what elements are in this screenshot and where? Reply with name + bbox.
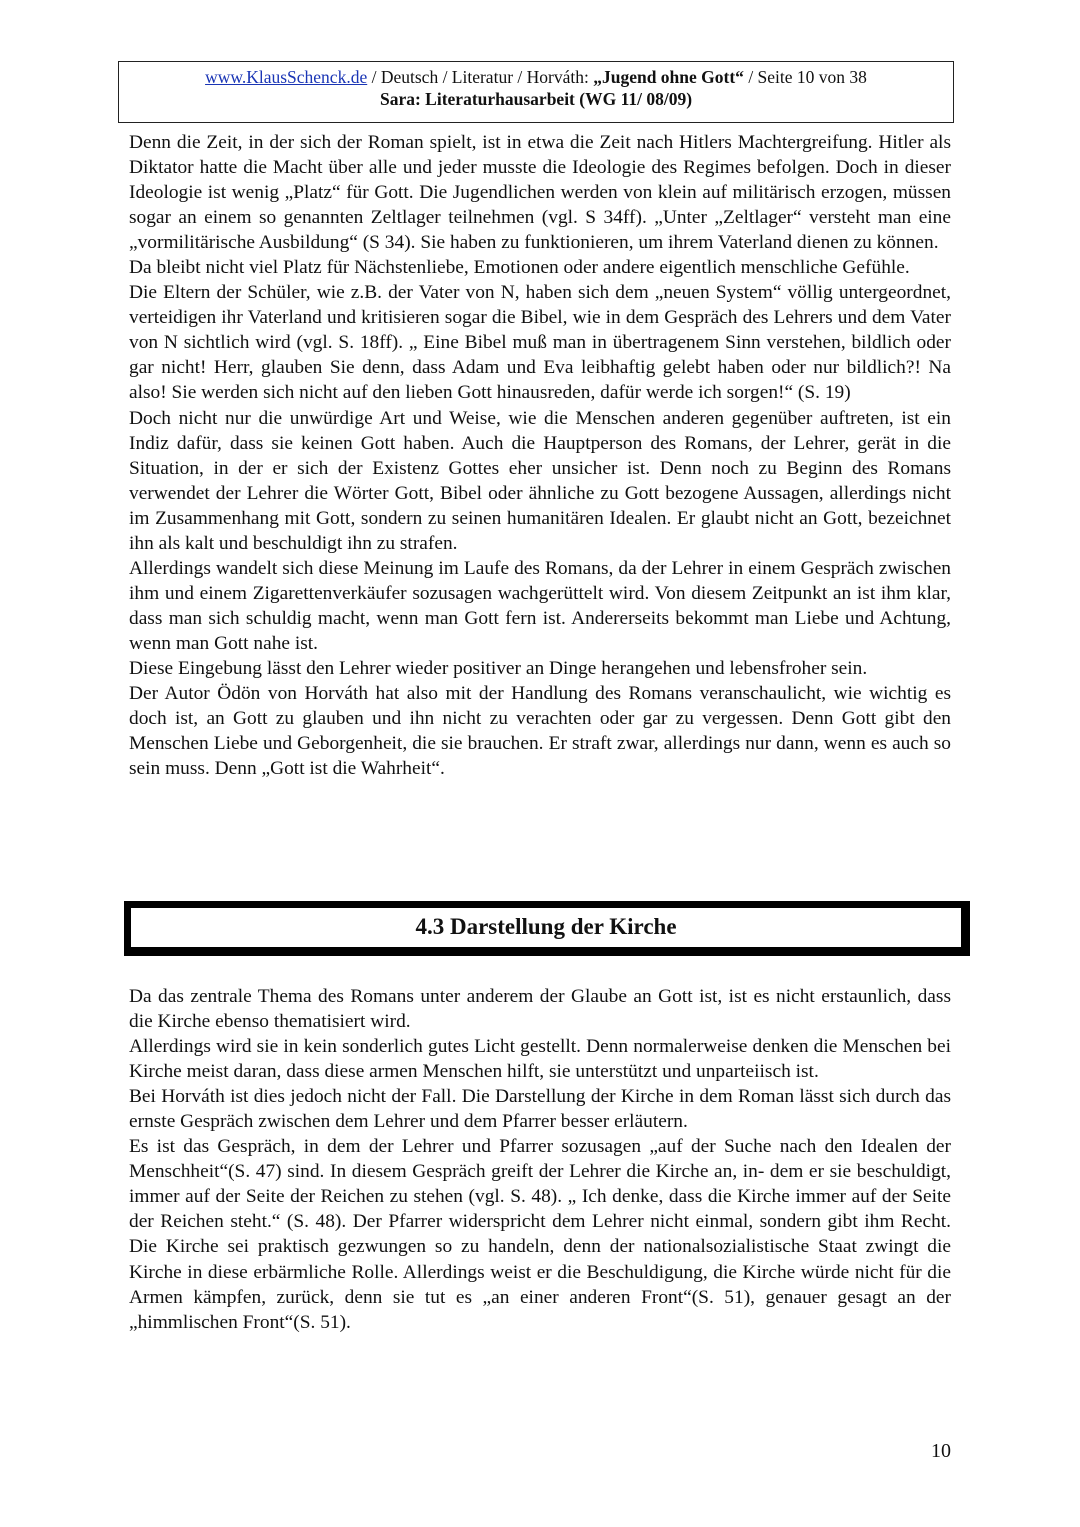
site-link[interactable]: www.KlausSchenck.de [205, 67, 368, 87]
paragraph: Denn die Zeit, in der sich der Roman spielt, ist in etwa die Zeit nach Hitlers Machtergreifung. Hitler als Diktator hatte die Macht über alle und jeder musste die Ideologie des Regimes befolgen. Doch in dieser Ideologie ist wenig „Platz“ für Gott. Die Jugendlichen werden von klein auf militärisch erzogen, müssen sogar an einem so genannten Zeltlager teilnehmen (vgl. S 34ff). „Unter „Zeltlager“ versteht man eine „vormilitärische Ausbildung“ (S 34). Sie haben zu funktionieren, um ihrem Vaterland dienen zu können. [129, 132, 951, 254]
header-line-1 [119, 66, 953, 88]
header-page-info: / Seite 10 von 38 [743, 67, 867, 87]
paragraph: Bei Horváth ist dies jedoch nicht der Fall. Die Darstellung der Kirche in dem Roman lässt sich durch das ernste Gespräch zwischen dem Lehrer und dem Pfarrer besser erläutern. [129, 1086, 951, 1133]
paragraph: Allerdings wandelt sich diese Meinung im Laufe des Romans, da der Lehrer in einem Gespräch zwischen ihm und einem Zigarettenverkäufer sozusagen wachgerüttelt wird. Von diesem Zeitpunkt an ist ihm klar, dass man sich schuldig macht, wenn man Gott fern ist. Andererseits bekommt man Liebe und Achtung, wenn man Gott nahe ist. [129, 557, 951, 654]
paragraph: Da bleibt nicht viel Platz für Nächstenliebe, Emotionen oder andere eigentlich menschliche Gefühle. [129, 257, 910, 279]
header-subtitle: Sara: Literaturhausarbeit (WG 11/ 08/09) [379, 89, 693, 109]
paragraph: Es ist das Gespräch, in dem der Lehrer und Pfarrer sozusagen „auf der Suche nach den Idealen der Menschheit“(S. 47) sind. In diesem Gespräch greift der Lehrer die Kirche an, in- dem er sie beschuldigt, immer auf der Seite der Reichen zu stehen (vgl. S. 48). „ Ich denke, dass die Kirche immer auf der Seite der Reichen steht.“ (S. 48). Der Pfarrer widerspricht dem Lehrer nicht einmal, sondern gibt ihm Recht. Die Kirche sei praktisch gezwungen so zu handeln, denn der nationalsozialistische Staat zwingt die Kirche in diese erbärmliche Rolle. Allerdings weist er die Beschuldigung, die Kirche würde nicht für die Armen kämpfen, zurück, denn sie tut es „an einer anderen Front“(S. 51), genauer gesagt an der „himmlischen Front“(S. 51). [129, 1136, 951, 1333]
page-header [118, 61, 954, 123]
book-title: „Jugend ohne Gott“ [593, 67, 744, 87]
body-section-1 [129, 130, 951, 781]
header-path: / Deutsch / Literatur / Horváth: [367, 67, 594, 87]
paragraph: Diese Eingebung lässt den Lehrer wieder positiver an Dinge herangehen und lebensfroher sein. [129, 657, 868, 679]
section-heading: 4.3 Darstellung der Kirche [415, 914, 677, 939]
header-line-2 [119, 88, 953, 110]
paragraph: Der Autor Ödön von Horváth hat also mit der Handlung des Romans veranschaulicht, wie wichtig es doch ist, an Gott zu glauben und ihn nicht zu verachten oder gar zu vergessen. Denn Gott gibt den Menschen Liebe und Geborgenheit, die sie brauchen. Er straft zwar, allerdings nur dann, wenn es auch so sein muss. Denn „Gott ist die Wahrheit“. [129, 683, 951, 780]
paragraph: Die Eltern der Schüler, wie z.B. der Vater von N, haben sich dem „neuen System“ völlig untergeordnet, verteidigen ihr Vaterland und kritisieren sogar die Bibel, wie in dem Gespräch des Lehrers und dem Vater von N sichtlich wird (vgl. S. 18ff). „ Eine Bibel muß man in übertragenem Sinn verstehen, bildlich oder gar nicht! Herr, glauben Sie denn, dass Adam und Eva leibhaftig gelebt haben oder nur bildlich?! Na also! Sie werden sich nicht auf den lieben Gott hinausreden, dafür werde ich sorgen!“ (S. 19) [129, 282, 951, 404]
paragraph: Da das zentrale Thema des Romans unter anderem der Glaube an Gott ist, ist es nicht erstaunlich, dass die Kirche ebenso thematisiert wird. [129, 986, 951, 1033]
paragraph: Doch nicht nur die unwürdige Art und Weise, wie die Menschen anderen gegenüber auftreten, ist ein Indiz dafür, dass sie keinen Gott haben. Auch die Hauptperson des Romans, der Lehrer, gerät in die Situation, in der er sich der Existenz Gottes eher unsicher ist. Denn noch zu Beginn des Romans verwendet der Lehrer die Wörter Gott, Bibel oder ähnliche zu Gott bezogene Aussagen, allerdings nicht im Zusammenhang mit Gott, sondern zu seinen humanitären Idealen. Er glaubt nicht an Gott, bezeichnet ihn als kalt und beschuldigt ihn zu strafen. [129, 407, 951, 554]
section-heading-box [124, 901, 970, 956]
body-section-2 [129, 984, 951, 1335]
page-number: 10 [931, 1440, 951, 1462]
paragraph: Allerdings wird sie in kein sonderlich gutes Licht gestellt. Denn normalerweise denken die Menschen bei Kirche meist daran, dass diese armen Menschen hilft, sie unterstützt und unparteiisch ist. [129, 1036, 951, 1083]
